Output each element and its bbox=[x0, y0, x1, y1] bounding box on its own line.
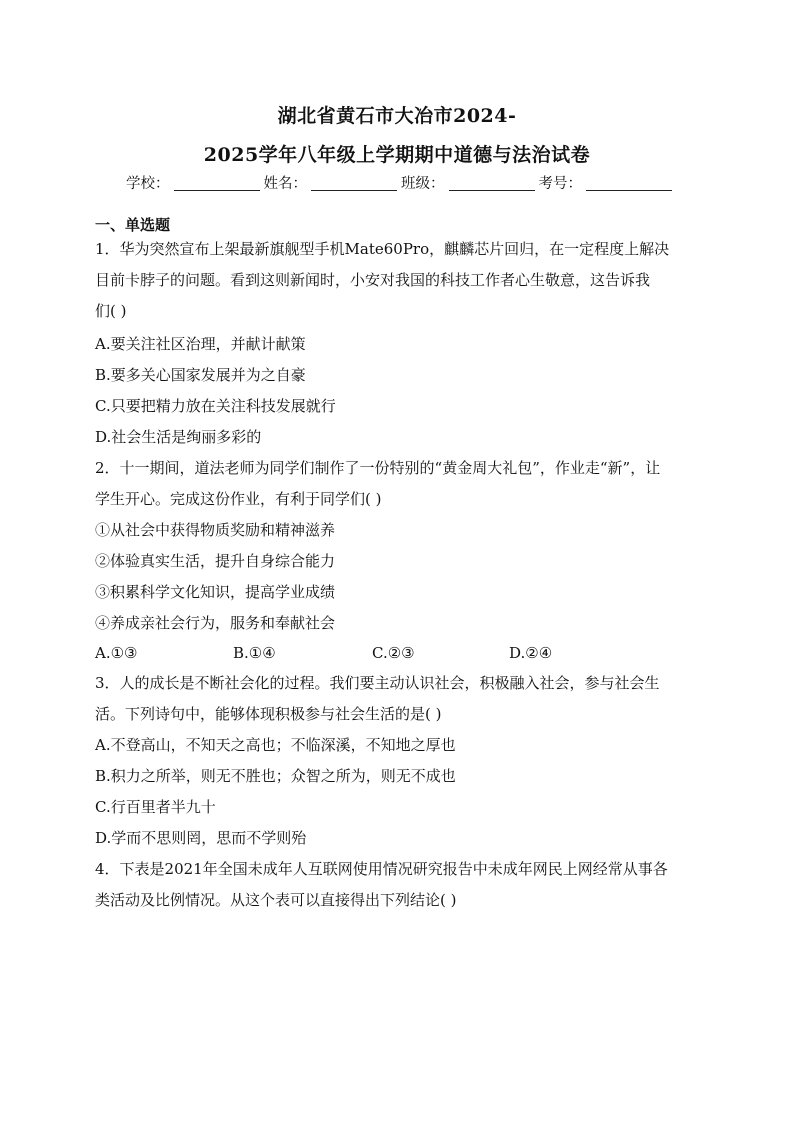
q2-item-1: ①从社会中获得物质奖励和精神滋养 bbox=[95, 521, 336, 539]
class-label: 班级： bbox=[401, 176, 445, 192]
q4-stem-line2: 类活动及比例情况。从这个表可以直接得出下列结论( ) bbox=[95, 891, 457, 909]
q2-option-c: C.②③ bbox=[372, 644, 415, 662]
number-blank bbox=[586, 176, 672, 191]
q3-option-a: A.不登高山，不知天之高也；不临深溪，不知地之厚也 bbox=[95, 736, 456, 754]
q3-option-d: D.学而不思则罔，思而不学则殆 bbox=[95, 829, 307, 847]
q2-stem-line2: 学生开心。完成这份作业，有利于同学们( ) bbox=[95, 490, 382, 508]
number-label: 考号： bbox=[538, 176, 582, 192]
name-blank bbox=[311, 176, 397, 191]
q2-options-row bbox=[95, 644, 695, 664]
q3-stem-line2: 活。下列诗句中，能够体现积极参与社会生活的是( ) bbox=[95, 705, 442, 723]
q1-option-a: A.要关注社区治理，并献计献策 bbox=[95, 335, 306, 353]
q2-option-b: B.①④ bbox=[233, 644, 276, 662]
q3-stem-line1: 3．人的成长是不断社会化的过程。我们要主动认识社会，积极融入社会，参与社会生 bbox=[95, 674, 660, 692]
q1-option-d: D.社会生活是绚丽多彩的 bbox=[95, 428, 262, 446]
q4-stem-line1: 4．下表是2021年全国未成年人互联网使用情况研究报告中未成年网民上网经常从事各 bbox=[95, 860, 668, 878]
q2-item-4: ④养成亲社会行为，服务和奉献社会 bbox=[95, 614, 336, 632]
q1-stem-line1: 1．华为突然宣布上架最新旗舰型手机Mate60Pro，麒麟芯片回归，在一定程度上解决 bbox=[95, 240, 670, 258]
q1-option-b: B.要多关心国家发展并为之自豪 bbox=[95, 366, 306, 384]
q2-item-2: ②体验真实生活，提升自身综合能力 bbox=[95, 552, 336, 570]
q2-option-a: A.①③ bbox=[95, 644, 138, 662]
school-label: 学校： bbox=[126, 176, 170, 192]
class-blank bbox=[449, 176, 535, 191]
q3-option-b: B.积力之所举，则无不胜也；众智之所为，则无不成也 bbox=[95, 767, 456, 785]
section-title: 一、单选题 bbox=[95, 216, 171, 234]
exam-title-line2: 2025学年八年级上学期期中道德与法治试卷 bbox=[203, 144, 591, 166]
q3-option-c: C.行百里者半九十 bbox=[95, 798, 216, 816]
q2-stem-line1: 2．十一期间，道法老师为同学们制作了一份特别的“黄金周大礼包”，作业走“新”，让 bbox=[95, 459, 661, 477]
school-blank bbox=[174, 176, 260, 191]
student-info-row bbox=[126, 172, 676, 193]
name-label: 姓名： bbox=[263, 176, 307, 192]
exam-title-line1: 湖北省黄石市大冶市2024- bbox=[277, 105, 517, 127]
q2-option-d: D.②④ bbox=[509, 644, 553, 662]
q2-item-3: ③积累科学文化知识，提高学业成绩 bbox=[95, 583, 336, 601]
q1-stem-line3: 们( ) bbox=[95, 302, 127, 320]
q1-stem-line2: 目前卡脖子的问题。看到这则新闻时，小安对我国的科技工作者心生敬意，这告诉我 bbox=[95, 271, 651, 289]
q1-option-c: C.只要把精力放在关注科技发展就行 bbox=[95, 397, 336, 415]
